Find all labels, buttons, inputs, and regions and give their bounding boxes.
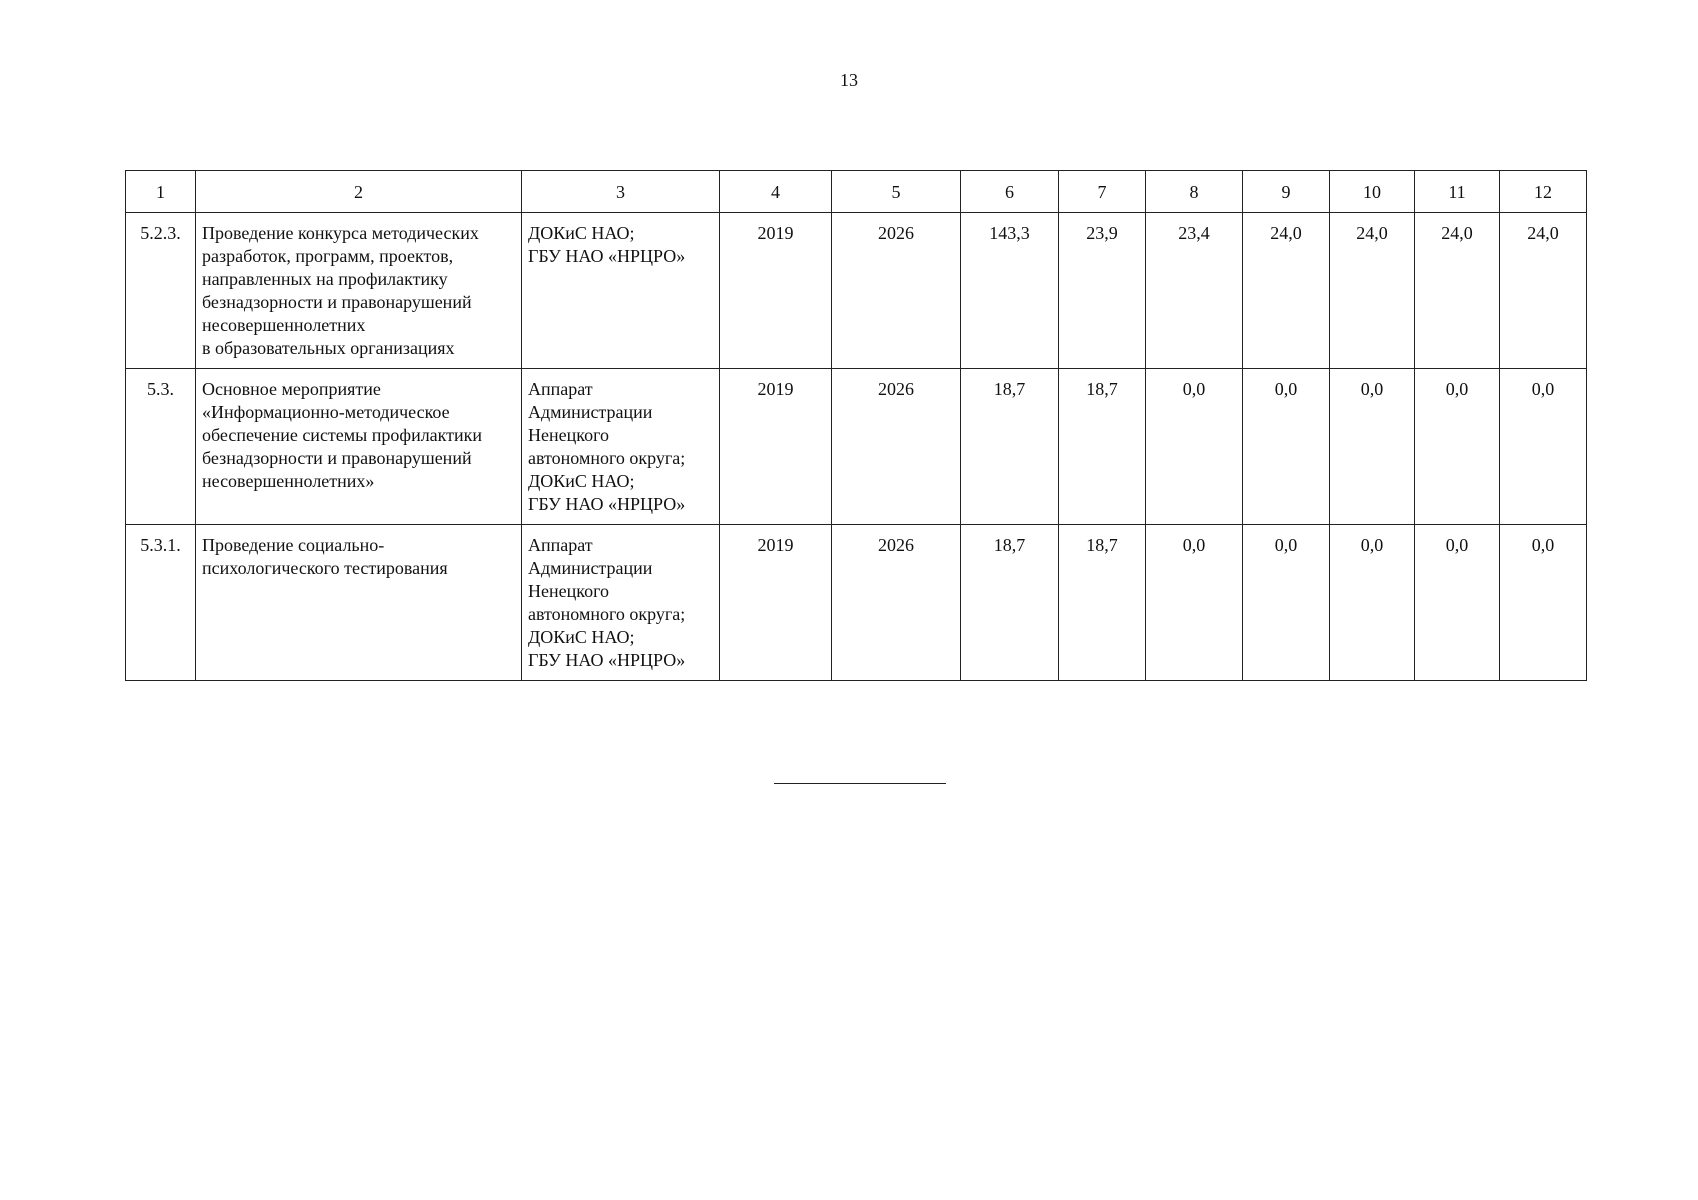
column-header: 2 [196, 171, 522, 213]
column-header: 9 [1243, 171, 1330, 213]
column-number-header-row [126, 171, 1587, 213]
column-header: 8 [1146, 171, 1243, 213]
value-cell: 24,0 [1243, 213, 1330, 369]
total-value: 18,7 [961, 369, 1059, 525]
program-activities-table [125, 170, 1587, 681]
column-header: 1 [126, 171, 196, 213]
value-cell: 0,0 [1330, 369, 1415, 525]
value-cell: 24,0 [1330, 213, 1415, 369]
value-cell: 24,0 [1500, 213, 1587, 369]
start-year: 2019 [720, 525, 832, 681]
value-cell: 18,7 [1059, 525, 1146, 681]
start-year: 2019 [720, 369, 832, 525]
value-cell: 0,0 [1415, 525, 1500, 681]
value-cell: 0,0 [1330, 525, 1415, 681]
end-year: 2026 [832, 213, 961, 369]
column-header: 5 [832, 171, 961, 213]
column-header: 7 [1059, 171, 1146, 213]
value-cell: 0,0 [1243, 525, 1330, 681]
table-row [126, 369, 1587, 525]
total-value: 143,3 [961, 213, 1059, 369]
column-header: 11 [1415, 171, 1500, 213]
value-cell: 23,4 [1146, 213, 1243, 369]
value-cell: 0,0 [1415, 369, 1500, 525]
total-value: 18,7 [961, 525, 1059, 681]
activity-code: 5.3. [126, 369, 196, 525]
activity-name: Основное мероприятие «Информационно-методическое обеспечение системы профилактики безнадзорности и правонарушений несовершеннолетних» [196, 369, 522, 525]
activity-executor: Аппарат Администрации Ненецкого автономного округа; ДОКиС НАО; ГБУ НАО «НРЦРО» [522, 525, 720, 681]
page-number: 13 [840, 70, 858, 90]
activity-code: 5.2.3. [126, 213, 196, 369]
value-cell: 0,0 [1243, 369, 1330, 525]
column-header: 6 [961, 171, 1059, 213]
value-cell: 0,0 [1500, 525, 1587, 681]
activity-executor: Аппарат Администрации Ненецкого автономного округа; ДОКиС НАО; ГБУ НАО «НРЦРО» [522, 369, 720, 525]
activity-code: 5.3.1. [126, 525, 196, 681]
value-cell: 24,0 [1415, 213, 1500, 369]
column-header: 12 [1500, 171, 1587, 213]
end-of-document-rule [774, 783, 946, 784]
activity-name: Проведение конкурса методических разработок, программ, проектов, направленных на профилактику безнадзорности и правонарушений несовершеннолетних в образовательных организациях [196, 213, 522, 369]
value-cell: 0,0 [1146, 369, 1243, 525]
activity-name: Проведение социально- психологического тестирования [196, 525, 522, 681]
end-year: 2026 [832, 525, 961, 681]
table-row [126, 525, 1587, 681]
value-cell: 23,9 [1059, 213, 1146, 369]
activity-executor: ДОКиС НАО; ГБУ НАО «НРЦРО» [522, 213, 720, 369]
end-year: 2026 [832, 369, 961, 525]
start-year: 2019 [720, 213, 832, 369]
value-cell: 0,0 [1500, 369, 1587, 525]
value-cell: 0,0 [1146, 525, 1243, 681]
column-header: 10 [1330, 171, 1415, 213]
column-header: 3 [522, 171, 720, 213]
column-header: 4 [720, 171, 832, 213]
table-row [126, 213, 1587, 369]
value-cell: 18,7 [1059, 369, 1146, 525]
